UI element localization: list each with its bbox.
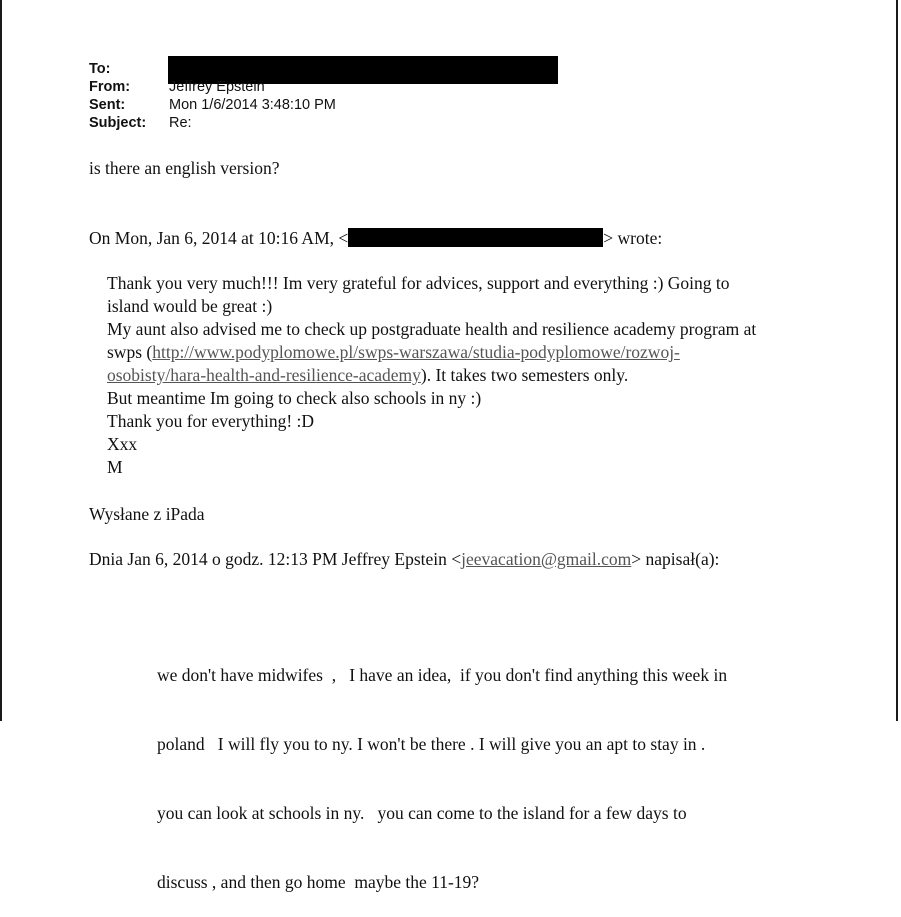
subject-label: Subject:	[89, 115, 147, 131]
quote2-line: poland I will fly you to ny. I won't be there . I will give you an apt to stay in .	[157, 734, 706, 754]
quote1-line-text: ). It takes two semesters only.	[420, 365, 629, 385]
sender-email-link[interactable]: jeevacation@gmail.com	[461, 549, 632, 569]
subject-value: Re:	[169, 115, 192, 131]
quote1-line: island would be great :)	[107, 296, 273, 316]
quote1-line-text: swps (	[107, 342, 153, 362]
signature: Wysłane z iPada	[89, 504, 205, 524]
quote1-intro-after: > wrote:	[603, 228, 663, 248]
quote2-intro	[89, 548, 719, 571]
quote2-line: you can look at schools in ny. you can come to the island for a few days to	[157, 803, 687, 823]
sent-label: Sent:	[89, 97, 126, 113]
page-border-left	[0, 0, 2, 721]
reply-text: is there an english version?	[89, 158, 280, 178]
quote2-intro-before: Dnia Jan 6, 2014 o godz. 12:13 PM Jeffrey Epstein <	[89, 549, 462, 569]
quote1-line	[107, 341, 756, 364]
swps-program-link-continued[interactable]: osobisty/hara-health-and-resilience-academy	[107, 365, 421, 385]
quote1-body	[107, 272, 756, 479]
quote1-line	[107, 364, 756, 387]
email-header	[89, 60, 336, 132]
quote1-line: But meantime Im going to check also schools in ny :)	[107, 388, 482, 408]
quote1-line: Thank you for everything! :D	[107, 411, 315, 431]
quote1-intro	[89, 227, 662, 250]
header-to-row	[89, 60, 336, 78]
swps-program-link[interactable]: http://www.podyplomowe.pl/swps-warszawa/studia-podyplomowe/rozwoj-	[152, 342, 680, 362]
quote2-intro-after: > napisał(a):	[631, 549, 720, 569]
quote2-line: we don't have midwifes , I have an idea, if you don't find anything this week in	[157, 665, 728, 685]
quote2-body	[157, 618, 727, 917]
from-value: Jeffrey Epstein	[169, 79, 265, 95]
page-border-right	[896, 0, 898, 721]
header-sent-row	[89, 96, 336, 114]
header-from-row	[89, 78, 336, 96]
header-subject-row	[89, 114, 336, 132]
quote1-line: Xxx	[107, 434, 138, 454]
from-label: From:	[89, 79, 131, 95]
quote1-line: Thank you very much!!! Im very grateful for advices, support and everything :) Going to	[107, 273, 730, 293]
quote1-line: My aunt also advised me to check up postgraduate health and resilience academy program at	[107, 319, 757, 339]
quote1-intro-before: On Mon, Jan 6, 2014 at 10:16 AM, <	[89, 228, 349, 248]
sent-value: Mon 1/6/2014 3:48:10 PM	[169, 97, 336, 113]
redaction-sender-email	[348, 228, 603, 247]
quote2-line: discuss , and then go home maybe the 11-19?	[157, 872, 480, 892]
to-label: To:	[89, 61, 111, 77]
quote1-line: M	[107, 457, 123, 477]
